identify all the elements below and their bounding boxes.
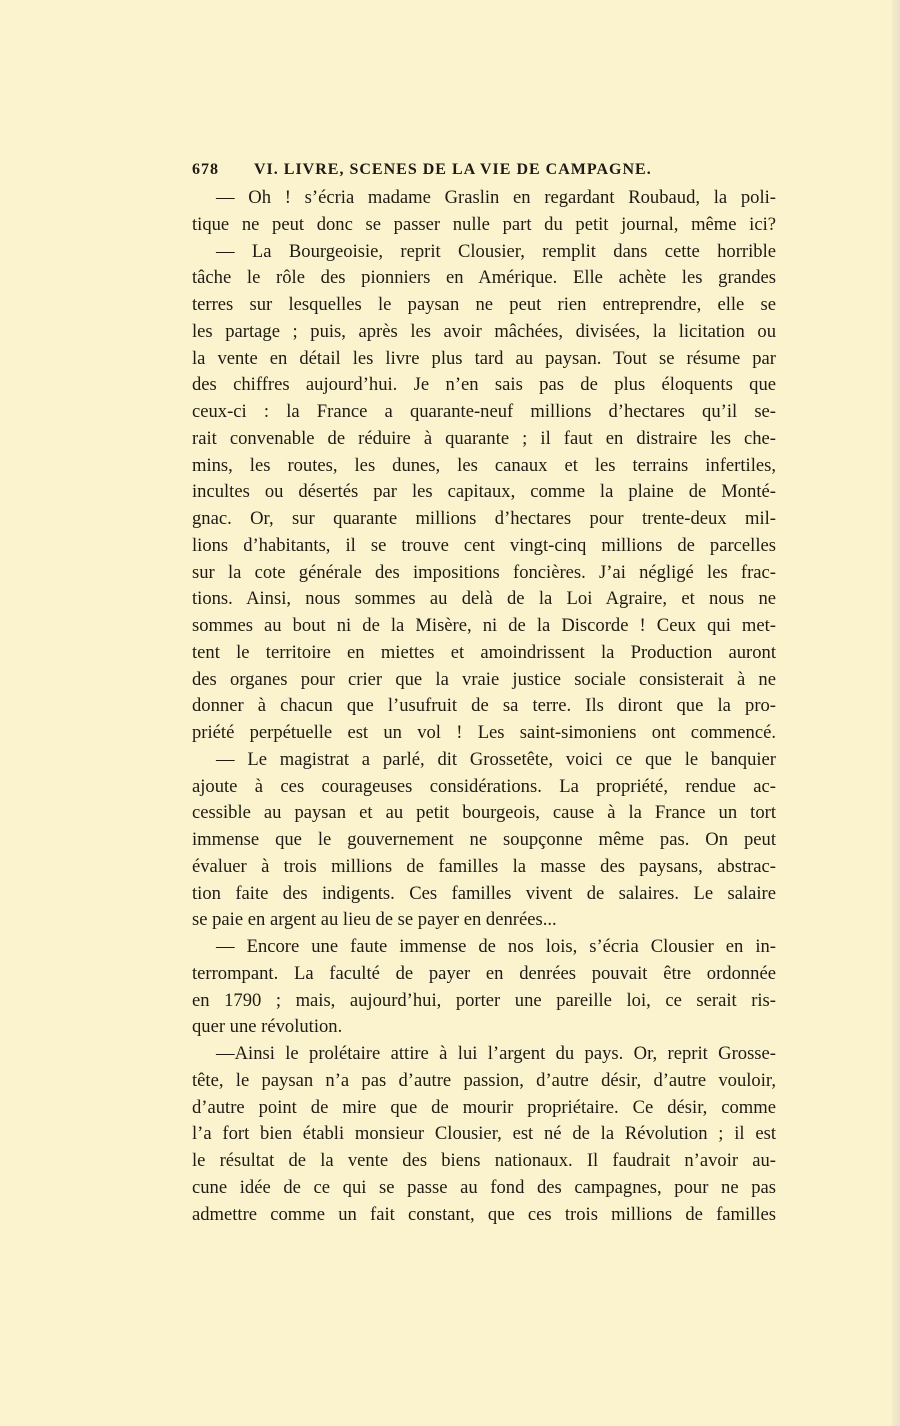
text-line: gnac. Or, sur quarante millions d’hectares pour trente-deux mil- (192, 508, 776, 529)
text-line: quer une révolution. (192, 1016, 343, 1038)
text-line: sur la cote générale des impositions foncières. J’ai négligé les frac- (192, 561, 776, 583)
text-line: —Ainsi le prolétaire attire à lui l’argent du pays. Or, reprit Grosse- (216, 1043, 776, 1064)
book-page (192, 157, 776, 1228)
text-line: cessible au paysan et au petit bourgeois, cause à la France un tort (192, 802, 776, 824)
text-line: tique ne peut donc se passer nulle part du petit journal, même ici? (192, 213, 776, 235)
text-line: rait convenable de réduire à quarante ; il faut en distraire les che- (192, 427, 776, 449)
text-line: mins, les routes, les dunes, les canaux et les terrains infertiles, (192, 454, 776, 476)
text-line: — Encore une faute immense de nos lois, s’écria Clousier en in- (216, 936, 776, 957)
running-header (192, 157, 776, 185)
text-line: terrompant. La faculté de payer en denrées pouvait être ordonnée (192, 962, 776, 984)
text-line: admettre comme un fait constant, que ces trois millions de familles (192, 1203, 776, 1225)
text-line: sommes au bout ni de la Misère, ni de la Discorde ! Ceux qui met- (192, 615, 776, 636)
text-line: des chiffres aujourd’hui. Je n’en sais pas de plus éloquents que (192, 374, 776, 396)
text-line: se paie en argent au lieu de se payer en denrées... (192, 909, 557, 931)
text-line: évaluer à trois millions de familles la masse des paysans, abstrac- (192, 855, 776, 877)
text-line: tion faite des indigents. Ces familles vivent de salaires. Le salaire (192, 882, 776, 904)
text-line: donner à chacun que l’usufruit de sa terre. Ils diront que la pro- (192, 695, 776, 717)
text-line: incultes ou désertés par les capitaux, comme la plaine de Monté- (192, 481, 776, 503)
text-line: ajoute à ces courageuses considérations. La propriété, rendue ac- (192, 775, 776, 797)
running-title: VI. LIVRE, SCENES DE LA VIE DE CAMPAGNE. (254, 161, 652, 178)
text-line: ceux-ci : la France a quarante-neuf millions d’hectares qu’il se- (192, 401, 776, 422)
text-line: la vente en détail les livre plus tard au paysan. Tout se résume par (192, 347, 776, 369)
text-line: priété perpétuelle est un vol ! Les saint-simoniens ont commencé. (192, 722, 776, 743)
body-text (192, 185, 776, 1228)
text-line: les partage ; puis, après les avoir mâchées, divisées, la licitation ou (192, 320, 776, 342)
page-edge-shadow (892, 0, 900, 1426)
text-line: le résultat de la vente des biens nationaux. Il faudrait n’avoir au- (192, 1150, 776, 1171)
page-number: 678 (192, 161, 219, 178)
text-line: en 1790 ; mais, aujourd’hui, porter une pareille loi, ce serait ris- (192, 989, 776, 1011)
text-line: tent le territoire en miettes et amoindrissent la Production auront (192, 641, 776, 663)
text-line: — Le magistrat a parlé, dit Grossetête, voici ce que le banquier (216, 748, 776, 770)
text-line: terres sur lesquelles le paysan ne peut rien entreprendre, elle se (192, 294, 776, 315)
text-line: immense que le gouvernement ne soupçonne même pas. On peut (192, 829, 776, 850)
text-line: — Oh ! s’écria madame Graslin en regardant Roubaud, la poli- (216, 187, 776, 208)
text-line: — La Bourgeoisie, reprit Clousier, remplit dans cette horrible (216, 240, 776, 262)
text-line: cune idée de ce qui se passe au fond des campagnes, pour ne pas (192, 1176, 776, 1198)
text-line: tête, le paysan n’a pas d’autre passion, d’autre désir, d’autre vouloir, (192, 1069, 776, 1091)
text-line: lions d’habitants, il se trouve cent vingt-cinq millions de parcelles (192, 534, 776, 556)
text-line: des organes pour crier que la vraie justice sociale consisterait à ne (192, 668, 776, 690)
text-line: d’autre point de mire que de mourir propriétaire. Ce désir, comme (192, 1096, 776, 1118)
text-line: l’a fort bien établi monsieur Clousier, est né de la Révolution ; il est (192, 1123, 776, 1145)
text-line: tâche le rôle des pionniers en Amérique. Elle achète les grandes (192, 267, 776, 289)
text-line: tions. Ainsi, nous sommes au delà de la Loi Agraire, et nous ne (192, 588, 776, 610)
